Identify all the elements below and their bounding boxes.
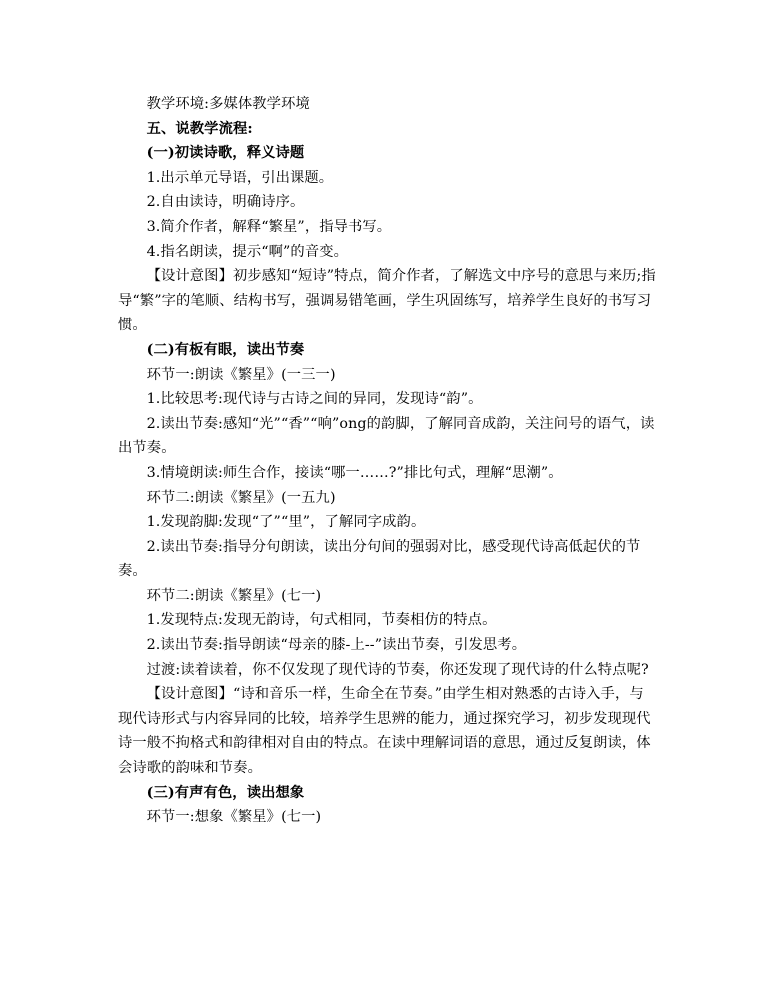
design-intent-paragraph: 【设计意图】“诗和音乐一样，生命全在节奏。”由学生相对熟悉的古诗入手，与现代诗形式与内容异同的比较，培养学生思辨的能力，通过探究学习，初步发现现代诗一般不拘格式和韵律相对自由的特点。在读中理解词语的意思，通过反复朗读，体会诗歌的韵味和节奏。 bbox=[118, 686, 651, 777]
segment-heading: 环节二:朗读《繁星》(七一) bbox=[146, 587, 322, 604]
step-item: 3.简介作者，解释“繁星”，指导书写。 bbox=[146, 218, 392, 235]
segment-heading: 环节一:朗读《繁星》(一三一) bbox=[146, 366, 336, 383]
segment-heading: 环节二:朗读《繁星》(一五九) bbox=[146, 489, 336, 506]
segment-heading: 环节一:想象《繁星》(七一) bbox=[146, 809, 322, 826]
step-item: 2.读出节奏:指导朗读“母亲的膝-上--”读出节奏，引发思考。 bbox=[146, 637, 527, 654]
design-intent-paragraph: 【设计意图】初步感知“短诗”特点，简介作者，了解选文中序号的意思与来历;指导“繁”字的笔顺、结构书写，强调易错笔画，学生巩固练写，培养学生良好的书写习惯。 bbox=[118, 268, 656, 334]
step-item: 1.发现韵脚:发现“了”“里”，了解同字成韵。 bbox=[146, 514, 426, 531]
step-item: 1.出示单元导语，引出课题。 bbox=[146, 169, 334, 186]
document-body bbox=[118, 92, 658, 830]
subsection-heading-2: (二)有板有眼，读出节奏 bbox=[146, 341, 305, 358]
teaching-environment: 教学环境:多媒体教学环境 bbox=[146, 96, 310, 112]
subsection-heading-1: (一)初读诗歌，释义诗题 bbox=[146, 145, 305, 162]
step-item: 1.比较思考:现代诗与古诗之间的异同，发现诗“韵”。 bbox=[146, 391, 483, 408]
subsection-heading-3: (三)有声有色，读出想象 bbox=[146, 784, 305, 801]
transition-paragraph: 过渡:读着读着，你不仅发现了现代诗的节奏，你还发现了现代诗的什么特点呢? bbox=[146, 661, 649, 678]
step-item: 2.读出节奏:感知“光”“香”“响”ong的韵脚，了解同音成韵，关注问号的语气，读出节奏。 bbox=[118, 415, 655, 457]
section-heading-teaching-process: 五、说教学流程: bbox=[146, 120, 253, 137]
step-item: 2.自由读诗，明确诗序。 bbox=[146, 194, 305, 211]
step-item: 3.情境朗读:师生合作，接读“哪一……?”排比句式，理解“思潮”。 bbox=[146, 464, 563, 481]
step-item: 2.读出节奏:指导分句朗读，读出分句间的强弱对比，感受现代诗高低起伏的节奏。 bbox=[118, 538, 641, 580]
step-item: 1.发现特点:发现无韵诗，句式相同，节奏相仿的特点。 bbox=[146, 612, 497, 629]
step-item: 4.指名朗读，提示“啊”的音变。 bbox=[146, 243, 349, 260]
